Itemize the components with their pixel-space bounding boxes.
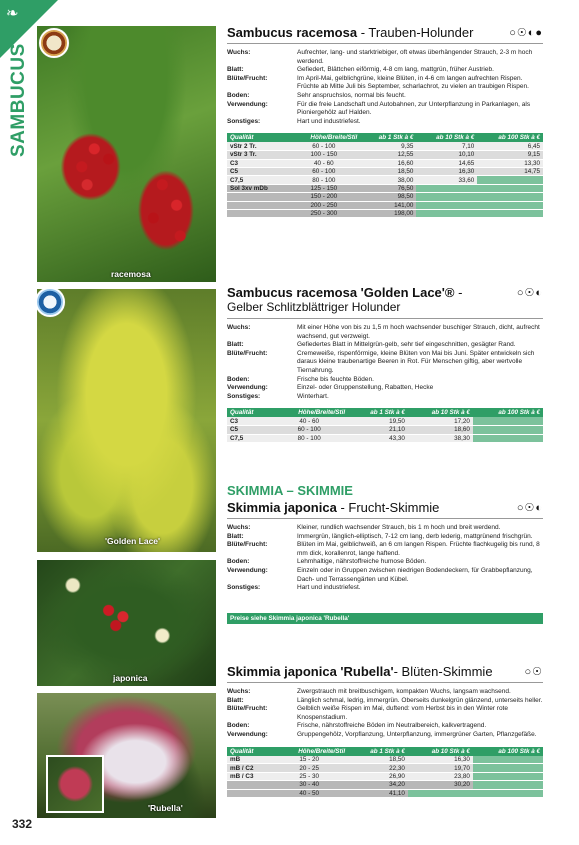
table-cell — [477, 184, 543, 192]
property-row — [227, 722, 543, 731]
properties-list — [227, 688, 543, 740]
property-row — [227, 376, 543, 385]
table-cell: 38,00 — [360, 176, 416, 184]
table-cell — [408, 789, 473, 797]
table-cell: 40 - 60 — [287, 159, 360, 167]
common-name: - Trauben-Holunder — [357, 25, 474, 40]
leaf-icon: ❧ — [6, 5, 19, 22]
table-cell: 13,30 — [477, 159, 543, 167]
section-title — [227, 285, 543, 300]
property-value: Für die freie Landschaft und Autobahnen, zur Unterpflanzung in Parkanlagen, als Pioniergehölz auf Halden. — [297, 100, 531, 117]
table-row — [227, 426, 543, 434]
divider — [227, 518, 543, 519]
common-name: - — [454, 285, 463, 300]
property-row — [227, 705, 543, 722]
property-row — [227, 393, 543, 402]
section-subtitle: Gelber Schlitzblättriger Holunder — [227, 300, 401, 314]
column-header: ab 100 Stk à € — [477, 133, 543, 142]
table-cell — [477, 209, 543, 217]
table-cell: mB / C3 — [227, 772, 270, 780]
table-cell: 25 - 30 — [270, 772, 348, 780]
light-symbols-icon: ○☉◐ — [516, 502, 543, 514]
table-cell — [473, 756, 543, 764]
table-row — [227, 772, 543, 780]
table-cell: 6,45 — [477, 142, 543, 150]
section-sambucus-racemosa — [227, 25, 543, 218]
quality-seal-icon — [39, 28, 69, 58]
photo-racemosa — [37, 26, 216, 282]
table-cell: 30 - 40 — [270, 781, 348, 789]
table-row — [227, 781, 543, 789]
table-row — [227, 201, 543, 209]
table-cell: 60 - 100 — [287, 168, 360, 176]
property-row — [227, 584, 543, 593]
genus-name: SKIMMIA — [227, 483, 283, 498]
property-value: Zwergstrauch mit breitbuschigem, kompakten Wuchs, langsam wachsend. — [297, 688, 511, 695]
section-title — [227, 664, 543, 679]
botanical-name: Sambucus racemosa — [227, 25, 358, 40]
table-cell: 150 - 200 — [287, 193, 360, 201]
property-label: Blüte/Frucht: — [227, 705, 268, 713]
table-cell — [227, 193, 287, 201]
column-header: Qualität — [227, 747, 270, 756]
table-row — [227, 159, 543, 167]
table-cell: 15 - 20 — [270, 756, 348, 764]
genus-heading — [227, 483, 543, 498]
table-cell: C5 — [227, 426, 270, 434]
genus-common-name: – SKIMMIE — [282, 483, 353, 498]
table-cell — [473, 789, 543, 797]
property-row — [227, 558, 543, 567]
property-label: Boden: — [227, 91, 250, 99]
price-note: Preise siehe Skimmia japonica 'Rubella' — [227, 613, 543, 624]
table-row — [227, 184, 543, 192]
property-label: Blatt: — [227, 532, 244, 540]
table-cell: 30,20 — [408, 781, 473, 789]
photo-japonica — [37, 560, 216, 686]
photo-rubella — [37, 693, 216, 818]
table-cell: 12,55 — [360, 151, 416, 159]
properties-list — [227, 524, 543, 593]
divider — [227, 43, 543, 44]
table-cell: 34,20 — [348, 781, 408, 789]
property-row — [227, 101, 543, 118]
property-label: Wuchs: — [227, 524, 251, 531]
table-row — [227, 434, 543, 442]
property-value: Einzeln oder in Gruppen zwischen niedrigen Bodendeckern, für Grabbepflanzung, Dach- und Terrassengärten und Kübel. — [297, 566, 533, 583]
table-cell: C7,5 — [227, 434, 270, 442]
table-cell — [473, 434, 543, 442]
property-value: Gefiedertes Blatt in Mittelgrün-gelb, sehr tief eingeschnitten, gesägter Rand. — [297, 341, 516, 349]
table-cell — [473, 417, 543, 425]
property-label: Boden: — [227, 722, 250, 730]
property-label: Blüte/Frucht: — [227, 349, 268, 357]
property-row — [227, 49, 543, 66]
table-cell — [227, 209, 287, 217]
property-value: Sehr anspruchslos, normal bis feucht. — [297, 91, 406, 99]
property-label: Verwendung: — [227, 730, 268, 738]
table-cell: 18,50 — [348, 756, 408, 764]
table-cell: 125 - 150 — [287, 184, 360, 192]
property-label: Verwendung: — [227, 566, 268, 574]
property-value: Im April-Mai, gelblichgrüne, kleine Blüten, in 4-6 cm langen aufrechten Rispen. Früchte ab Mitte Juli bis September, scharlachrot, zu vielen an traubigen Rispen. — [297, 74, 529, 91]
table-cell — [416, 193, 477, 201]
section-title — [227, 25, 543, 40]
quality-seal-icon — [37, 289, 65, 317]
table-cell: 16,60 — [360, 159, 416, 167]
table-cell: 17,20 — [408, 417, 473, 425]
property-value: Hart und industriefest. — [297, 584, 361, 592]
property-label: Blüte/Frucht: — [227, 541, 268, 549]
table-cell: 14,75 — [477, 168, 543, 176]
property-row — [227, 533, 543, 542]
table-cell: Sol 3xv mDb — [227, 184, 287, 192]
section-title — [227, 500, 543, 515]
table-cell: 80 - 100 — [287, 176, 360, 184]
table-cell: 22,30 — [348, 764, 408, 772]
common-name: - Blüten-Skimmie — [393, 664, 493, 679]
botanical-name: Sambucus racemosa 'Golden Lace'® — [227, 285, 455, 300]
table-cell: 200 - 250 — [287, 201, 360, 209]
table-cell: C3 — [227, 159, 287, 167]
properties-list — [227, 49, 543, 126]
table-cell: 21,10 — [348, 426, 408, 434]
property-label: Boden: — [227, 375, 250, 383]
property-row — [227, 567, 543, 584]
property-value: Gefiedert, Blättchen eiförmig, 4-8 cm lang, mattgrün, früher Austrieb. — [297, 66, 494, 74]
table-header-row — [227, 747, 543, 756]
property-label: Wuchs: — [227, 688, 251, 695]
table-cell: 33,60 — [416, 176, 477, 184]
table-cell: 10,10 — [416, 151, 477, 159]
table-row — [227, 151, 543, 159]
botanical-name: Skimmia japonica 'Rubella' — [227, 664, 394, 679]
property-label: Verwendung: — [227, 384, 268, 392]
light-symbols-icon: ○☉◐● — [509, 27, 543, 39]
property-row — [227, 524, 543, 533]
property-row — [227, 731, 543, 740]
price-table — [227, 133, 543, 218]
property-value: Hart und industriefest. — [297, 117, 361, 125]
table-cell: 19,70 — [408, 764, 473, 772]
table-cell: 60 - 100 — [270, 426, 348, 434]
table-row — [227, 756, 543, 764]
price-table — [227, 747, 543, 798]
table-row — [227, 417, 543, 425]
price-table — [227, 408, 543, 443]
property-label: Sonstiges: — [227, 584, 261, 592]
property-label: Blatt: — [227, 341, 244, 349]
table-cell — [416, 201, 477, 209]
table-row — [227, 789, 543, 797]
property-label: Verwendung: — [227, 100, 268, 108]
table-cell: 76,50 — [360, 184, 416, 192]
table-cell: C5 — [227, 168, 287, 176]
inset-photo — [46, 755, 104, 813]
photo-caption: 'Rubella' — [148, 803, 183, 813]
table-cell: 43,30 — [348, 434, 408, 442]
property-value: Aufrechter, lang- und starktriebiger, oft etwas überhängender Strauch, 2-3 m hoch werdend. — [297, 49, 533, 65]
property-row — [227, 688, 543, 697]
property-label: Wuchs: — [227, 49, 251, 56]
divider — [227, 682, 543, 683]
page-number: 332 — [12, 817, 33, 831]
table-row — [227, 764, 543, 772]
table-cell: mB — [227, 756, 270, 764]
table-row — [227, 168, 543, 176]
botanical-name: Skimmia japonica — [227, 500, 337, 515]
table-cell: 80 - 100 — [270, 434, 348, 442]
table-cell: 40 - 50 — [270, 789, 348, 797]
table-cell: 9,15 — [477, 151, 543, 159]
column-header: ab 100 Stk à € — [473, 747, 543, 756]
table-cell — [477, 193, 543, 201]
table-cell: 14,65 — [416, 159, 477, 167]
table-row — [227, 209, 543, 217]
table-cell — [227, 781, 270, 789]
table-cell: 60 - 100 — [287, 142, 360, 150]
genus-side-tab: SAMBUCUS — [8, 43, 29, 157]
property-value: Blüten im Mai, gelblichweiß, an 6 cm langen Rispen. Früchte flachkugelig bis rund, 8 mm dick, korallenrot, lange haftend. — [297, 541, 540, 557]
table-cell: 250 - 300 — [287, 209, 360, 217]
table-cell: C7,5 — [227, 176, 287, 184]
column-header: Qualität — [227, 408, 270, 417]
property-value: Lehmhaltige, nährstoffreiche humose Böden. — [297, 558, 427, 566]
table-cell: vStr 2 Tr. — [227, 142, 287, 150]
property-value: Frische, nährstoffreiche Böden im Neutralbereich, kalkvertragend. — [297, 722, 487, 730]
column-header: ab 1 Stk à € — [360, 133, 416, 142]
column-header: ab 1 Stk à € — [348, 408, 408, 417]
property-row — [227, 118, 543, 127]
property-row — [227, 384, 543, 393]
property-value: Gruppengehölz, Vorpflanzung, Unterpflanzung, immergrüner Garten, Pflanzgefäße. — [297, 730, 537, 738]
photo-caption: japonica — [113, 673, 148, 683]
table-cell: 198,00 — [360, 209, 416, 217]
table-cell — [473, 764, 543, 772]
properties-list — [227, 324, 543, 401]
light-symbols-icon: ○☉◐ — [516, 287, 543, 299]
property-row — [227, 324, 543, 341]
table-cell — [227, 201, 287, 209]
section-skimmia-japonica — [227, 483, 543, 624]
property-row — [227, 541, 543, 558]
table-row — [227, 176, 543, 184]
property-value: Einzel- oder Gruppenstellung, Rabatten, Hecke — [297, 384, 434, 392]
table-cell — [477, 201, 543, 209]
table-cell: C3 — [227, 417, 270, 425]
property-row — [227, 75, 543, 92]
property-row — [227, 341, 543, 350]
property-label: Blatt: — [227, 696, 244, 704]
table-cell — [227, 789, 270, 797]
property-value: Kleiner, rundlich wachsender Strauch, bis 1 m hoch und breit werdend. — [297, 524, 501, 531]
property-row — [227, 92, 543, 101]
table-row — [227, 193, 543, 201]
table-header-row — [227, 133, 543, 142]
table-header-row — [227, 408, 543, 417]
table-cell: mB / C2 — [227, 764, 270, 772]
table-cell — [477, 176, 543, 184]
property-label: Blatt: — [227, 66, 244, 74]
table-cell — [473, 781, 543, 789]
table-cell: 38,30 — [408, 434, 473, 442]
column-header: ab 1 Stk à € — [348, 747, 408, 756]
table-cell: 19,50 — [348, 417, 408, 425]
column-header: Höhe/Breite/Stil — [270, 408, 348, 417]
table-cell — [416, 184, 477, 192]
column-header: ab 100 Stk à € — [473, 408, 543, 417]
table-cell: 100 - 150 — [287, 151, 360, 159]
property-label: Sonstiges: — [227, 392, 261, 400]
property-value: Frische bis feuchte Böden. — [297, 375, 374, 383]
column-header: ab 10 Stk à € — [408, 408, 473, 417]
property-row — [227, 697, 543, 706]
property-value: Mit einer Höhe von bis zu 1,5 m hoch wachsender buschiger Strauch, dicht, aufrecht wachsend, gut verzweigt. — [297, 324, 540, 340]
photo-golden-lace — [37, 289, 216, 552]
table-cell: 40 - 60 — [270, 417, 348, 425]
column-header: Höhe/Breite/Stil — [287, 133, 360, 142]
table-cell: 16,30 — [408, 756, 473, 764]
column-header: Qualität — [227, 133, 287, 142]
property-value: Gelblich weiße Rispen im Mai, duftend: vom Herbst bis in den Winter rote Knospenstadium. — [297, 705, 508, 721]
property-row — [227, 66, 543, 75]
table-cell: 18,50 — [360, 168, 416, 176]
property-value: Immergrün, länglich-elliptisch, 7-12 cm lang, derb lederig, mattgrünend frischgrün. — [297, 532, 533, 540]
property-value: Winterhart. — [297, 392, 329, 400]
table-row — [227, 142, 543, 150]
table-cell: 23,80 — [408, 772, 473, 780]
property-label: Wuchs: — [227, 324, 251, 331]
property-value: Länglich schmal, ledrig, immergrün. Oberseits dunkelgrün glänzend, unterseits heller. — [297, 696, 543, 704]
light-symbols-icon: ○☉ — [524, 666, 543, 678]
table-cell — [473, 772, 543, 780]
column-header: ab 10 Stk à € — [408, 747, 473, 756]
property-row — [227, 350, 543, 376]
common-name: - Frucht-Skimmie — [336, 500, 440, 515]
property-value: Cremeweiße, rispenförmige, kleine Blüten von Mai bis Juni. Später entwickeln sich daraus kleine traubenartige Beeren in Rot. Für Menschen giftig, aber wertvolle Tiernahrung. — [297, 349, 535, 374]
table-cell — [473, 426, 543, 434]
property-label: Boden: — [227, 558, 250, 566]
property-label: Blüte/Frucht: — [227, 74, 268, 82]
table-cell: 141,00 — [360, 201, 416, 209]
column-header: ab 10 Stk à € — [416, 133, 477, 142]
photo-caption: 'Golden Lace' — [105, 536, 161, 546]
table-cell: 26,90 — [348, 772, 408, 780]
divider — [227, 318, 543, 319]
column-header: Höhe/Breite/Stil — [270, 747, 348, 756]
table-cell: 7,10 — [416, 142, 477, 150]
table-cell: 98,50 — [360, 193, 416, 201]
photo-caption: racemosa — [111, 269, 151, 279]
table-cell: 9,35 — [360, 142, 416, 150]
section-golden-lace — [227, 285, 543, 443]
property-label: Sonstiges: — [227, 117, 261, 125]
table-cell: 20 - 25 — [270, 764, 348, 772]
table-cell: 41,10 — [348, 789, 408, 797]
section-skimmia-rubella — [227, 664, 543, 798]
table-cell: vStr 3 Tr. — [227, 151, 287, 159]
table-cell — [416, 209, 477, 217]
table-cell: 16,30 — [416, 168, 477, 176]
table-cell: 18,60 — [408, 426, 473, 434]
